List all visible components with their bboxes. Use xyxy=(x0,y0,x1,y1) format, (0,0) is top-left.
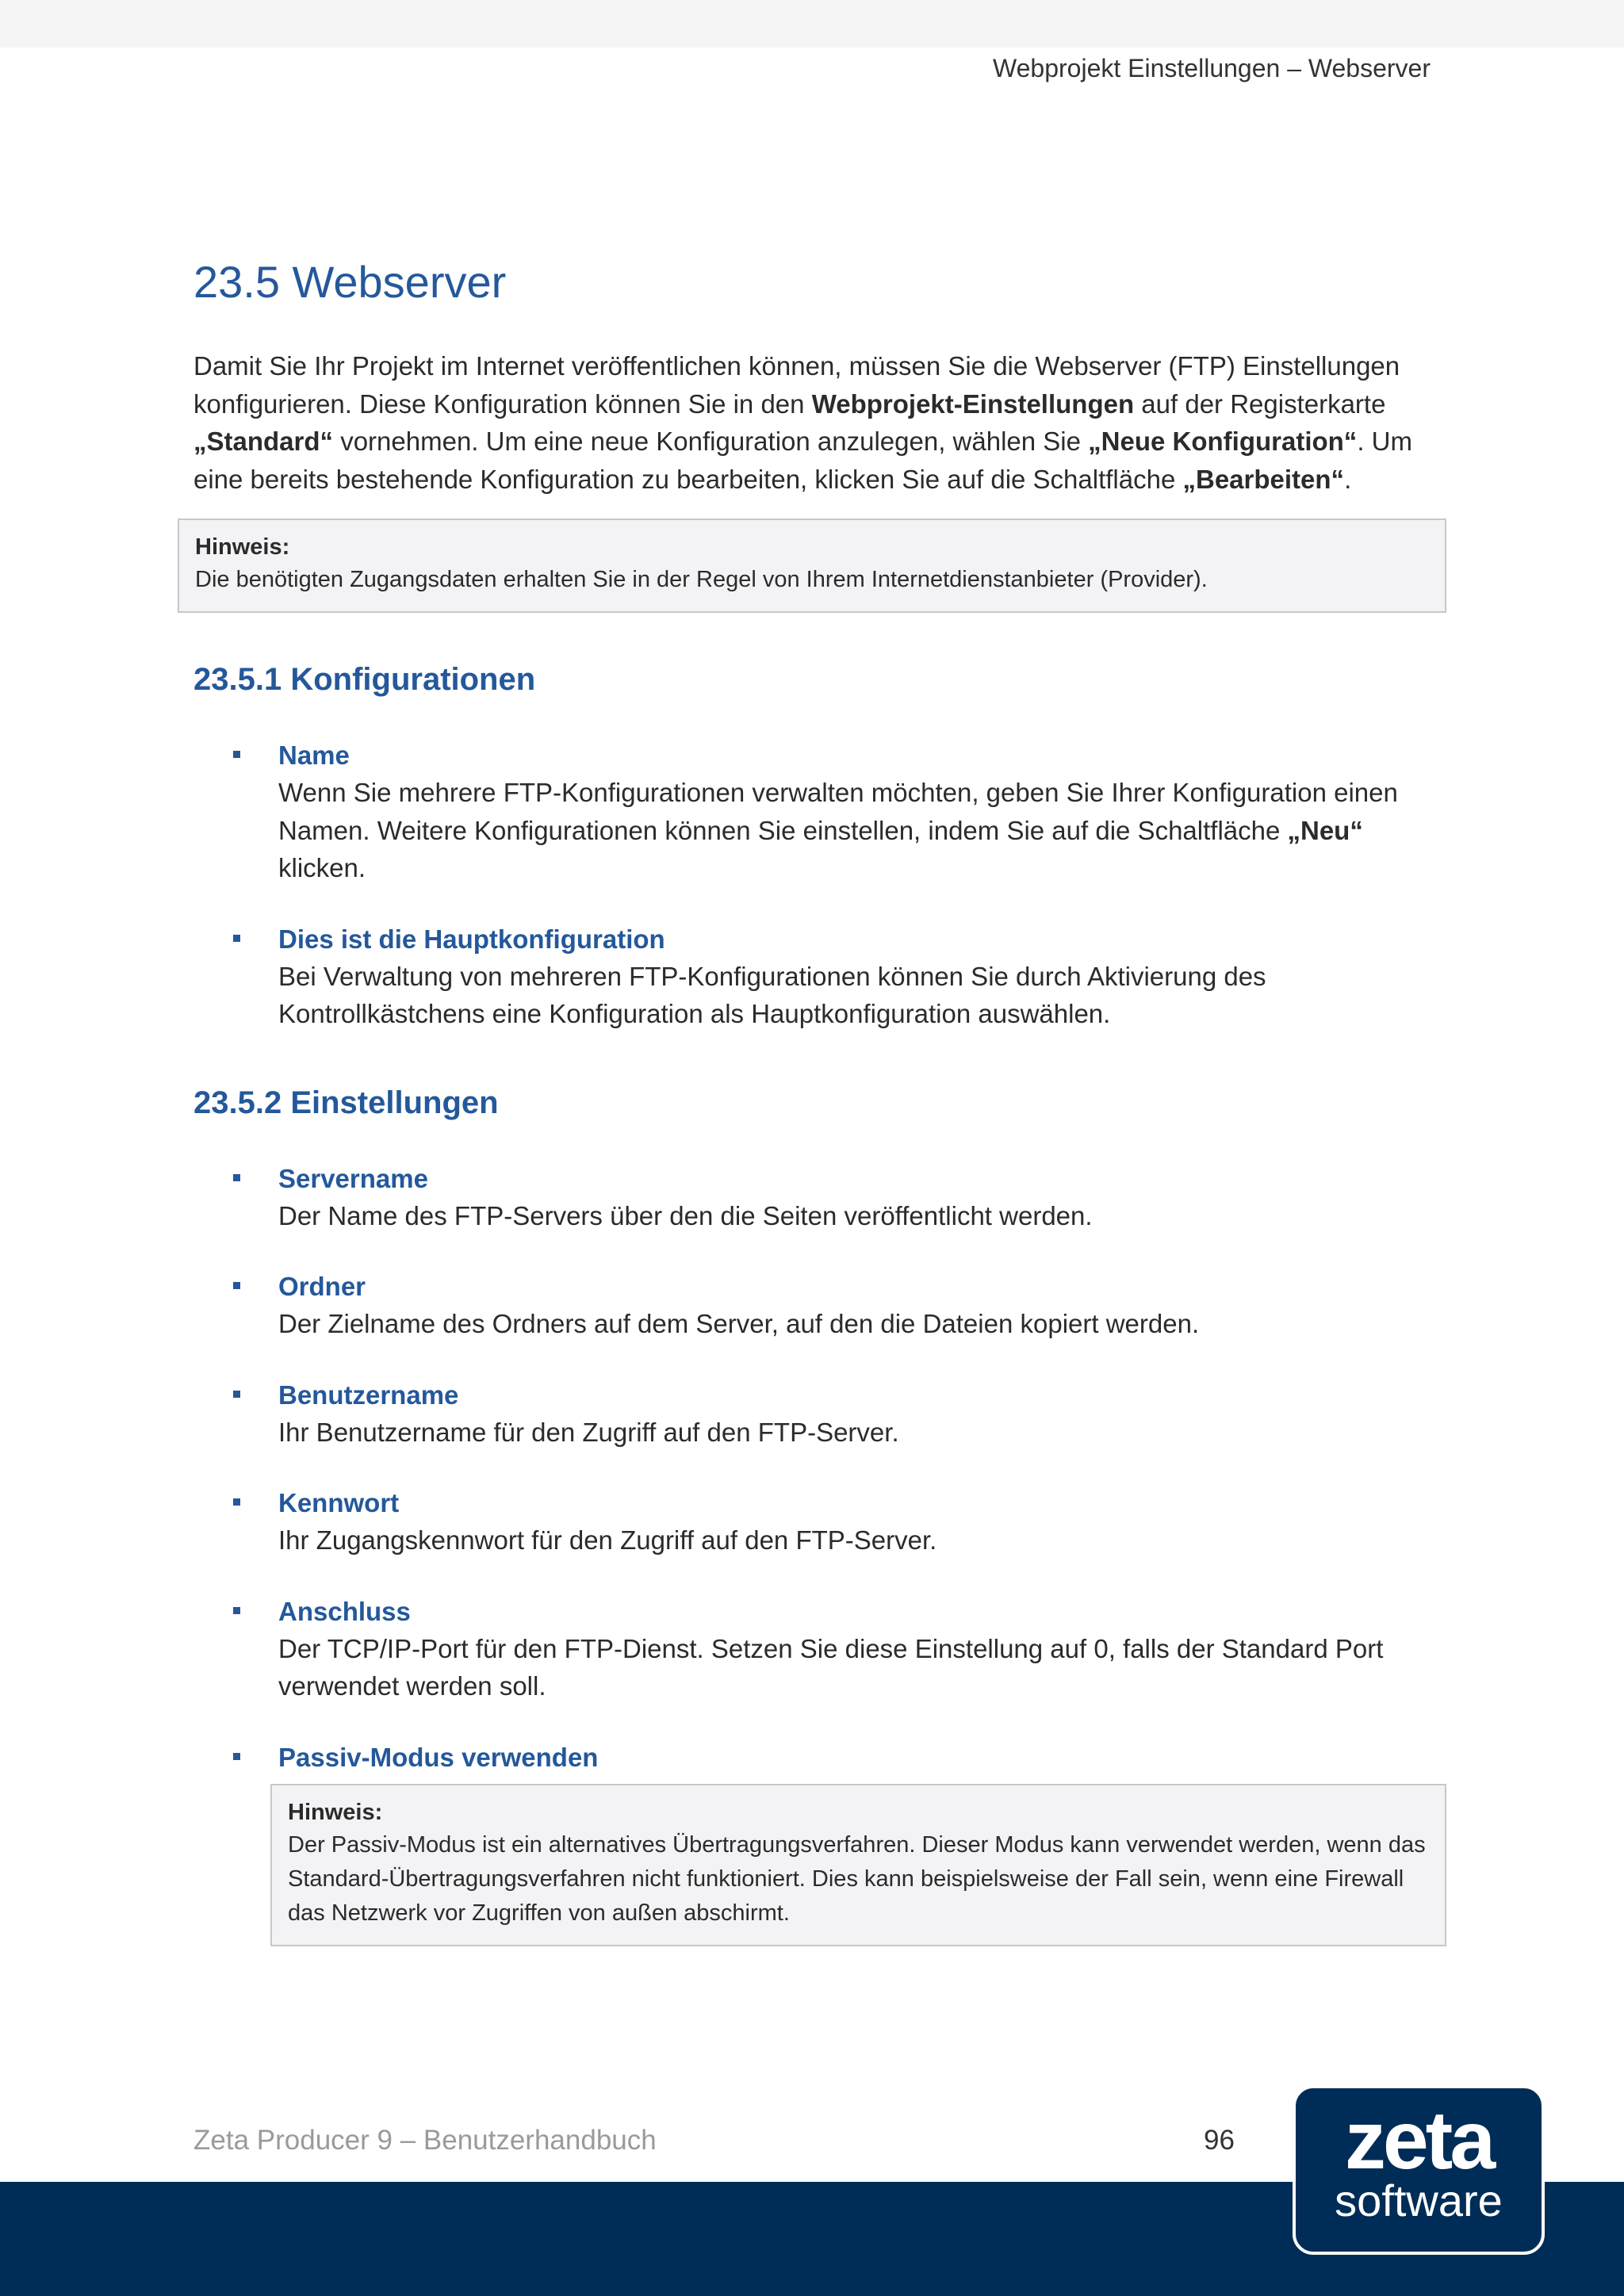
footer-page-number: 96 xyxy=(1204,2125,1235,2156)
item-title: Dies ist die Hauptkonfiguration xyxy=(278,924,665,954)
square-bullet-icon xyxy=(233,1174,240,1181)
item-title: Benutzername xyxy=(278,1380,459,1410)
bold-term: Webprojekt-Einstellungen xyxy=(811,388,1135,419)
text-run: Ihr Zugangskennwort für den Zugriff auf den FTP-Server. xyxy=(278,1525,937,1555)
list-item xyxy=(193,737,1446,887)
text-run: . xyxy=(1344,464,1352,494)
list-item xyxy=(193,1484,1446,1559)
item-description xyxy=(278,1197,1446,1235)
item-description xyxy=(278,1521,1446,1559)
footer-book-title: Zeta Producer 9 – Benutzerhandbuch xyxy=(193,2125,657,2156)
subsection-title-settings: 23.5.2 Einstellungen xyxy=(193,1085,499,1120)
list-item xyxy=(193,1376,1446,1452)
bold-term: „Standard“ xyxy=(193,427,334,456)
text-run: auf der Registerkarte xyxy=(1134,388,1386,419)
bold-term: „Neu“ xyxy=(1287,815,1363,845)
text-run: vornehmen. Um eine neue Konfiguration anzulegen, wählen Sie xyxy=(333,427,1089,456)
text-run: Wenn Sie mehrere FTP-Konfigurationen verwalten möchten, geben Sie Ihrer Konfiguration einen Namen. Weitere Konfigurationen können Sie einstellen, indem Sie auf die Schaltfläche xyxy=(278,778,1398,845)
text-run: Der Zielname des Ordners auf dem Server, auf den die Dateien kopiert werden. xyxy=(278,1309,1200,1338)
logo-wordmark: zeta xyxy=(1344,2095,1493,2187)
item-title: Passiv-Modus verwenden xyxy=(278,1742,599,1772)
bold-term: „Bearbeiten“ xyxy=(1182,464,1345,494)
square-bullet-icon xyxy=(233,935,240,942)
note-text: Der Passiv-Modus ist ein alternatives Übertragungsverfahren. Dieser Modus kann verwendet werden, wenn das Standard-Übertragungsverfahren nicht funktioniert. Dies kann beispielsweise der Fall sein, wenn eine Firewall das Netzwerk vor Zugriffen von außen abschirmt. xyxy=(288,1831,1426,1926)
list-item xyxy=(193,920,1446,1033)
note-box xyxy=(178,519,1446,613)
note-title: Hinweis: xyxy=(288,1799,383,1825)
item-description xyxy=(278,1305,1446,1343)
passive-mode-note-box xyxy=(270,1784,1446,1946)
item-description xyxy=(278,1414,1446,1452)
square-bullet-icon xyxy=(233,1607,240,1614)
item-title: Servername xyxy=(278,1163,428,1193)
square-bullet-icon xyxy=(233,1753,240,1760)
running-header: Webprojekt Einstellungen – Webserver xyxy=(993,54,1431,82)
top-band xyxy=(0,0,1624,48)
subsection-title-configurations: 23.5.1 Konfigurationen xyxy=(193,662,536,697)
item-title: Kennwort xyxy=(278,1488,400,1517)
list-item xyxy=(193,1160,1446,1235)
text-run: Damit Sie Ihr Projekt im Internet veröffentlichen können, müssen Sie die Webserver (FTP) Einstellungen konfigurieren. Diese Konfiguration können Sie in den xyxy=(193,351,1400,419)
text-run: Ihr Benutzername für den Zugriff auf den FTP-Server. xyxy=(278,1417,899,1447)
section-title: 23.5 Webserver xyxy=(193,257,507,307)
bold-term: „Neue Konfiguration“ xyxy=(1088,427,1358,456)
logo-subtitle: software xyxy=(1335,2175,1503,2225)
list-item xyxy=(193,1739,1446,1946)
configurations-list xyxy=(193,737,1446,1033)
square-bullet-icon xyxy=(233,1498,240,1506)
item-title: Anschluss xyxy=(278,1596,411,1626)
item-description xyxy=(278,774,1446,887)
list-item xyxy=(193,1268,1446,1343)
text-run: Bei Verwaltung von mehreren FTP-Konfigurationen können Sie durch Aktivierung des Kontrollkästchens eine Konfiguration als Hauptkonfiguration auswählen. xyxy=(278,961,1266,1028)
note-text: Die benötigten Zugangsdaten erhalten Sie in der Regel von Ihrem Internetdienstanbieter (Provider). xyxy=(195,567,1208,592)
page-content xyxy=(193,254,1446,1980)
note-title: Hinweis: xyxy=(195,534,290,560)
list-item xyxy=(193,1593,1446,1705)
text-run: . Um eine bereits bestehende Konfiguration zu bearbeiten, klicken Sie auf die Schaltfläche xyxy=(193,427,1412,494)
square-bullet-icon xyxy=(233,1391,240,1398)
item-description xyxy=(278,1630,1446,1705)
square-bullet-icon xyxy=(233,1282,240,1289)
item-title: Ordner xyxy=(278,1272,366,1301)
item-title: Name xyxy=(278,740,350,770)
intro-paragraph xyxy=(193,347,1446,498)
square-bullet-icon xyxy=(233,751,240,758)
text-run: klicken. xyxy=(278,853,366,882)
settings-list xyxy=(193,1160,1446,1946)
text-run: Der TCP/IP-Port für den FTP-Dienst. Setzen Sie diese Einstellung auf 0, falls der Standard Port verwendet werden soll. xyxy=(278,1633,1384,1701)
zeta-software-logo xyxy=(1293,2085,1545,2255)
text-run: Der Name des FTP-Servers über den die Seiten veröffentlicht werden. xyxy=(278,1200,1093,1230)
item-description xyxy=(278,958,1446,1033)
